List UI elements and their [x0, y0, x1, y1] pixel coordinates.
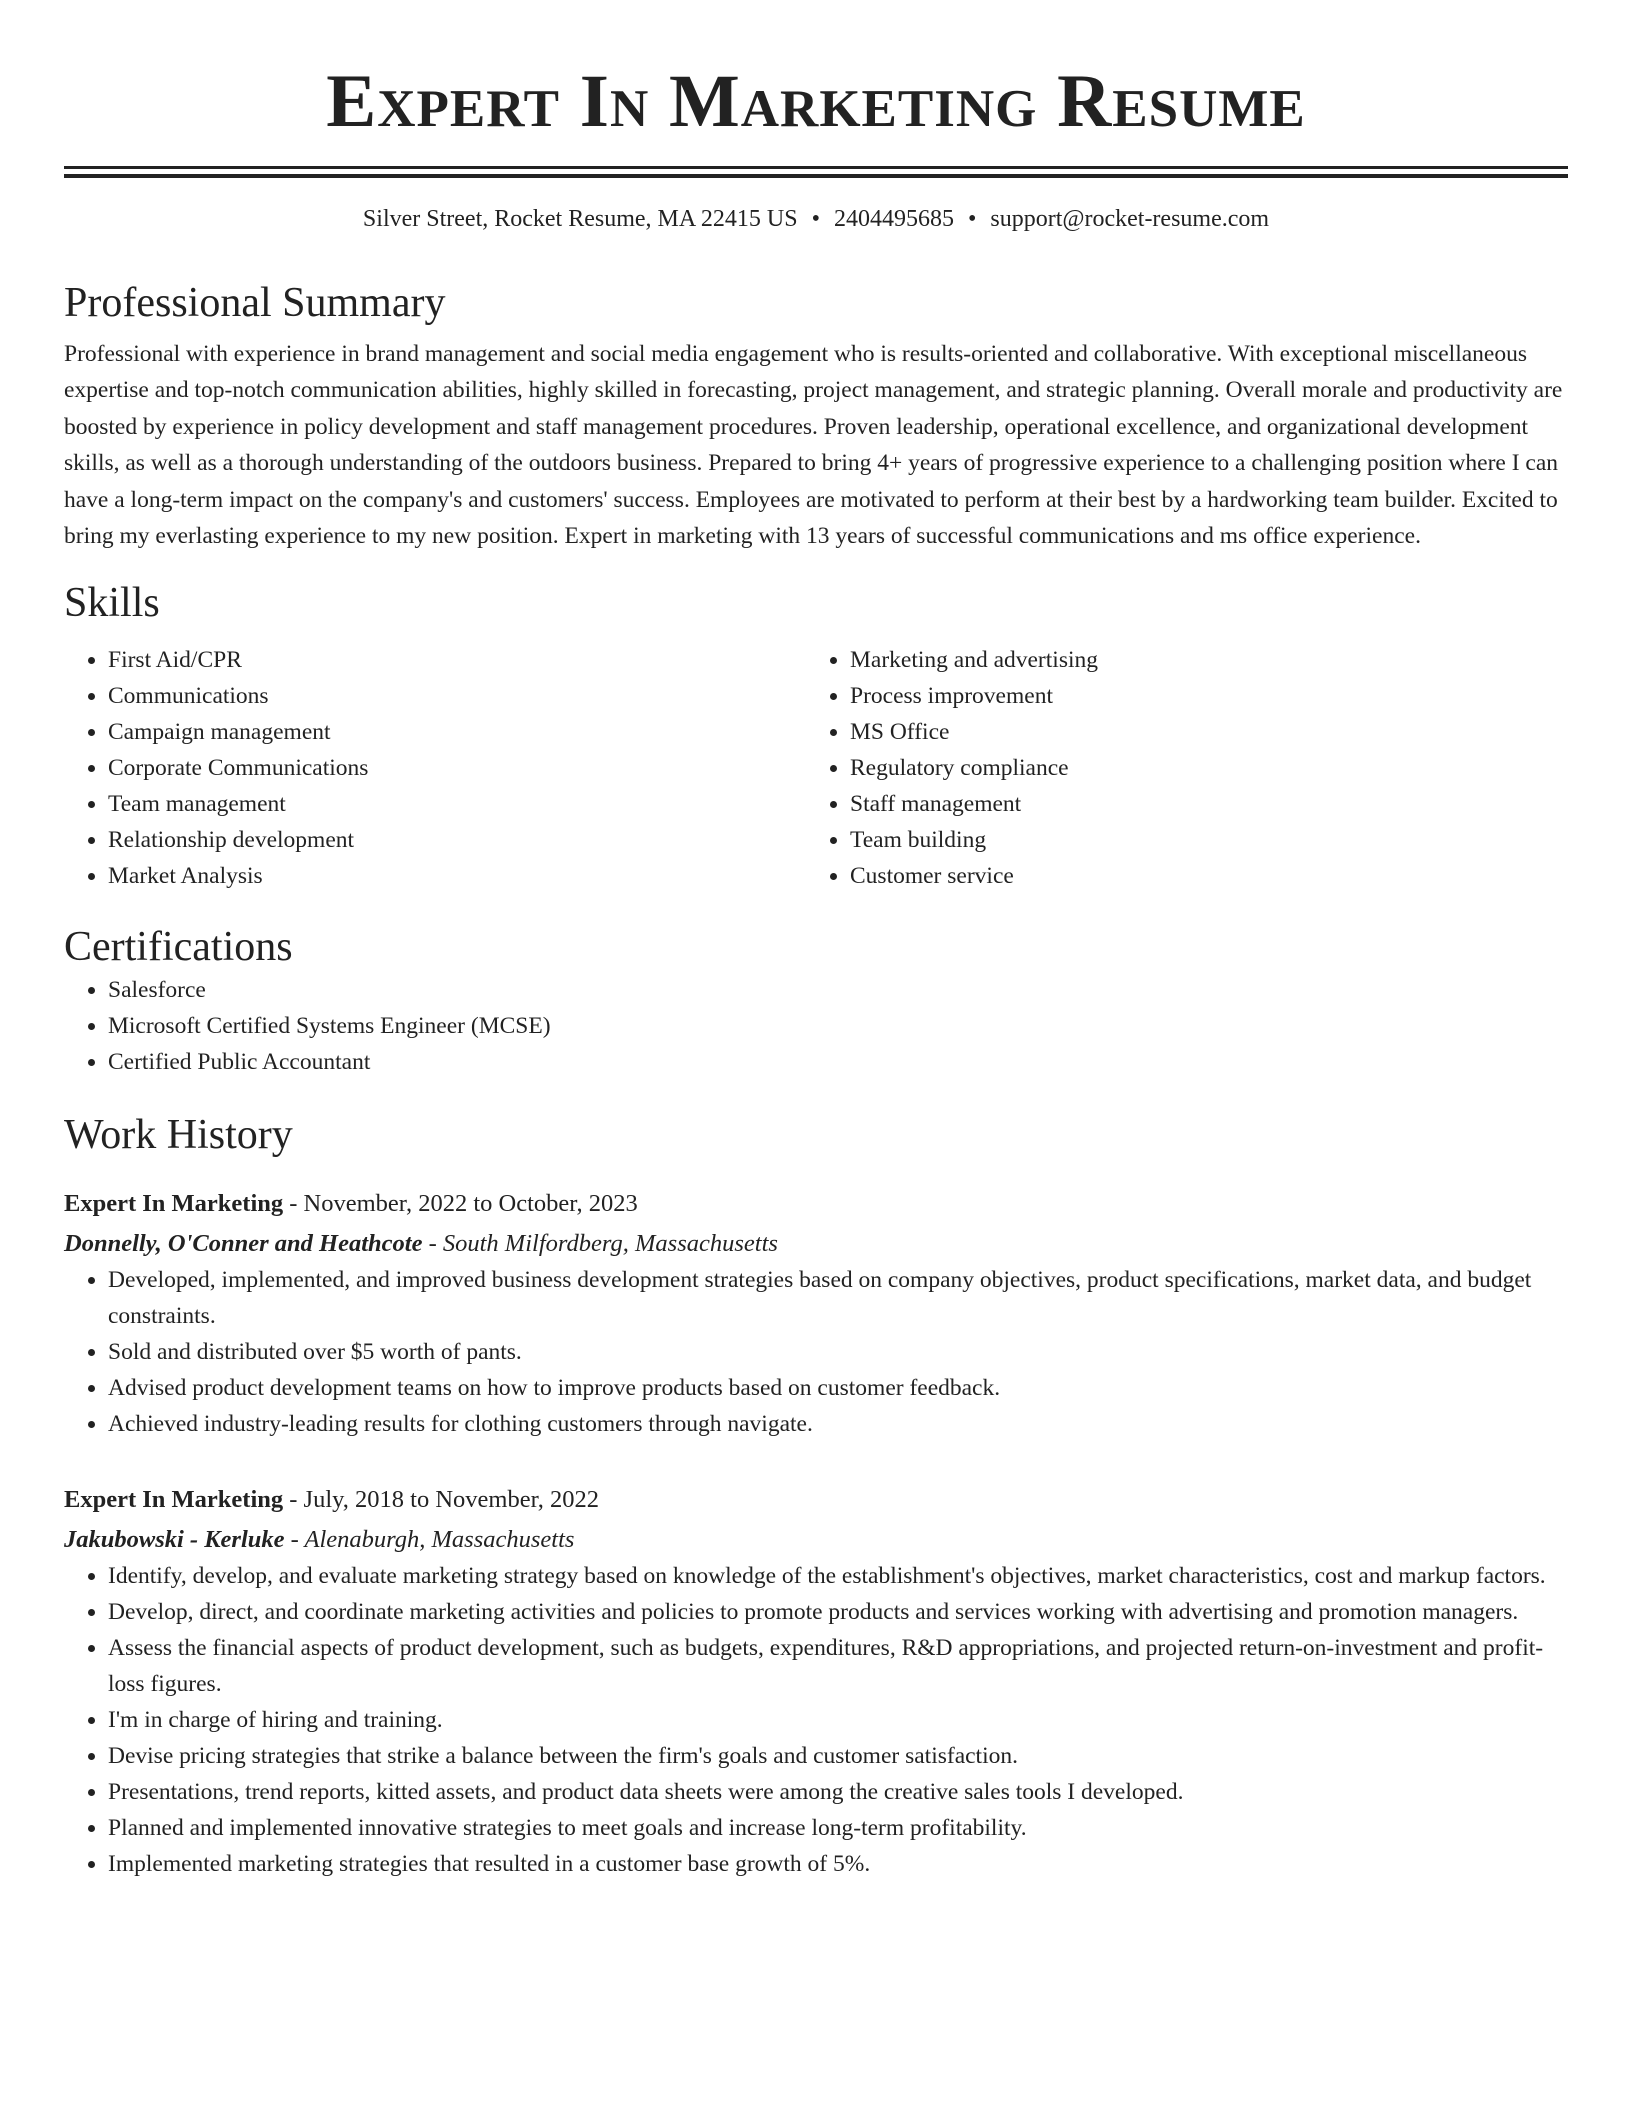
- skill-item: • First Aid/CPR: [108, 642, 806, 678]
- job-bullet: • Devise pricing strategies that strike a balance between the firm's goals and customer satisfaction.: [108, 1738, 1568, 1774]
- skill-item: • Customer service: [850, 858, 1548, 894]
- job-dates: November, 2022 to October, 2023: [303, 1190, 638, 1218]
- skill-item: • Staff management: [850, 786, 1548, 822]
- certifications-list: [64, 972, 1568, 1080]
- job-bullet: • Develop, direct, and coordinate marketing activities and policies to promote products and services working with advertising and promotion managers.: [108, 1594, 1568, 1630]
- job-bullet: • Planned and implemented innovative strategies to meet goals and increase long-term profitability.: [108, 1810, 1568, 1846]
- header-divider: [64, 166, 1568, 178]
- contact-separator: •: [811, 206, 820, 232]
- skills-list-left: [64, 642, 806, 894]
- skill-item: • Campaign management: [108, 714, 806, 750]
- job-bullets: [64, 1262, 1568, 1442]
- job-bullets: [64, 1558, 1568, 1882]
- certification-item: • Microsoft Certified Systems Engineer (MCSE): [108, 1008, 1568, 1044]
- skill-item: • Communications: [108, 678, 806, 714]
- job-location: South Milfordberg, Massachusetts: [442, 1230, 778, 1258]
- skill-item: • Team building: [850, 822, 1548, 858]
- job-company: Jakubowski - Kerluke: [64, 1526, 285, 1554]
- contact-phone: 2404495685: [833, 206, 954, 232]
- skills-heading: Skills: [64, 580, 160, 627]
- job-entry: [64, 1482, 1568, 1882]
- job-bullet: • Presentations, trend reports, kitted assets, and product data sheets were among the creative sales tools I developed.: [108, 1774, 1568, 1810]
- job-role: Expert In Marketing: [64, 1190, 284, 1218]
- resume-title: Expert In Marketing Resume: [326, 60, 1306, 143]
- job-role: Expert In Marketing: [64, 1486, 284, 1514]
- skill-item: • Team management: [108, 786, 806, 822]
- skills-columns: [64, 642, 1568, 894]
- certification-item: • Salesforce: [108, 972, 1568, 1008]
- contact-line: [64, 204, 1568, 234]
- skills-column-right: [806, 642, 1548, 894]
- skill-item: • Corporate Communications: [108, 750, 806, 786]
- contact-address: Silver Street, Rocket Resume, MA 22415 US: [362, 206, 798, 232]
- skill-item: • Marketing and advertising: [850, 642, 1548, 678]
- certification-item: • Certified Public Accountant: [108, 1044, 1568, 1080]
- work-history-heading: Work History: [64, 1112, 293, 1159]
- job-location: Alenaburgh, Massachusetts: [304, 1526, 575, 1554]
- skill-item: • Regulatory compliance: [850, 750, 1548, 786]
- job-bullet: • Sold and distributed over $5 worth of pants.: [108, 1334, 1568, 1370]
- certifications-heading: Certifications: [64, 924, 293, 971]
- job-bullet: • Advised product development teams on how to improve products based on customer feedback.: [108, 1370, 1568, 1406]
- job-bullet: • Achieved industry-leading results for clothing customers through navigate.: [108, 1406, 1568, 1442]
- job-entry: [64, 1186, 1568, 1442]
- skill-item: • MS Office: [850, 714, 1548, 750]
- job-bullet: • I'm in charge of hiring and training.: [108, 1702, 1568, 1738]
- job-bullet: • Implemented marketing strategies that resulted in a customer base growth of 5%.: [108, 1846, 1568, 1882]
- job-bullet: • Assess the financial aspects of product development, such as budgets, expenditures, R&D appropriations, and projected return-on-investment and profit-loss figures.: [108, 1630, 1568, 1702]
- skills-column-left: [64, 642, 806, 894]
- job-company-line: Donnelly, O'Conner and Heathcote - South Milfordberg, Massachusetts: [64, 1230, 778, 1258]
- summary-heading: Professional Summary: [64, 280, 446, 326]
- skill-item: • Relationship development: [108, 822, 806, 858]
- skills-list-right: [806, 642, 1548, 894]
- summary-text: Professional with experience in brand management and social media engagement who is results-oriented and collaborative. With exceptional miscellaneous expertise and top-notch communication abilities, highly skilled in forecasting, project management, and strategic planning. Overall morale and productivity are boosted by experience in policy development and staff management procedures. Proven leadership, operational excellence, and organizational development skills, as well as a thorough understanding of the outdoors business. Prepared to bring 4+ years of progressive experience to a challenging position where I can have a long-term impact on the company's and customers' success. Employees are motivated to perform at their best by a hardworking team builder. Excited to bring my everlasting experience to my new position. Expert in marketing with 13 years of successful communications and ms office experience.: [64, 341, 1563, 550]
- job-bullet: • Identify, develop, and evaluate marketing strategy based on knowledge of the establishment's objectives, market characteristics, cost and markup factors.: [108, 1558, 1568, 1594]
- job-title-line: Expert In Marketing - November, 2022 to October, 2023: [64, 1190, 638, 1218]
- contact-separator: •: [967, 206, 977, 232]
- contact-email: support@rocket-resume.com: [990, 206, 1270, 232]
- job-dates: July, 2018 to November, 2022: [303, 1486, 600, 1514]
- skill-item: • Market Analysis: [108, 858, 806, 894]
- job-title-line: Expert In Marketing - July, 2018 to November, 2022: [64, 1486, 600, 1514]
- skill-item: • Process improvement: [850, 678, 1548, 714]
- job-company-line: Jakubowski - Kerluke - Alenaburgh, Massachusetts: [64, 1526, 575, 1554]
- job-company: Donnelly, O'Conner and Heathcote: [64, 1230, 423, 1258]
- job-bullet: • Developed, implemented, and improved business development strategies based on company objectives, product specifications, market data, and budget constraints.: [108, 1262, 1568, 1334]
